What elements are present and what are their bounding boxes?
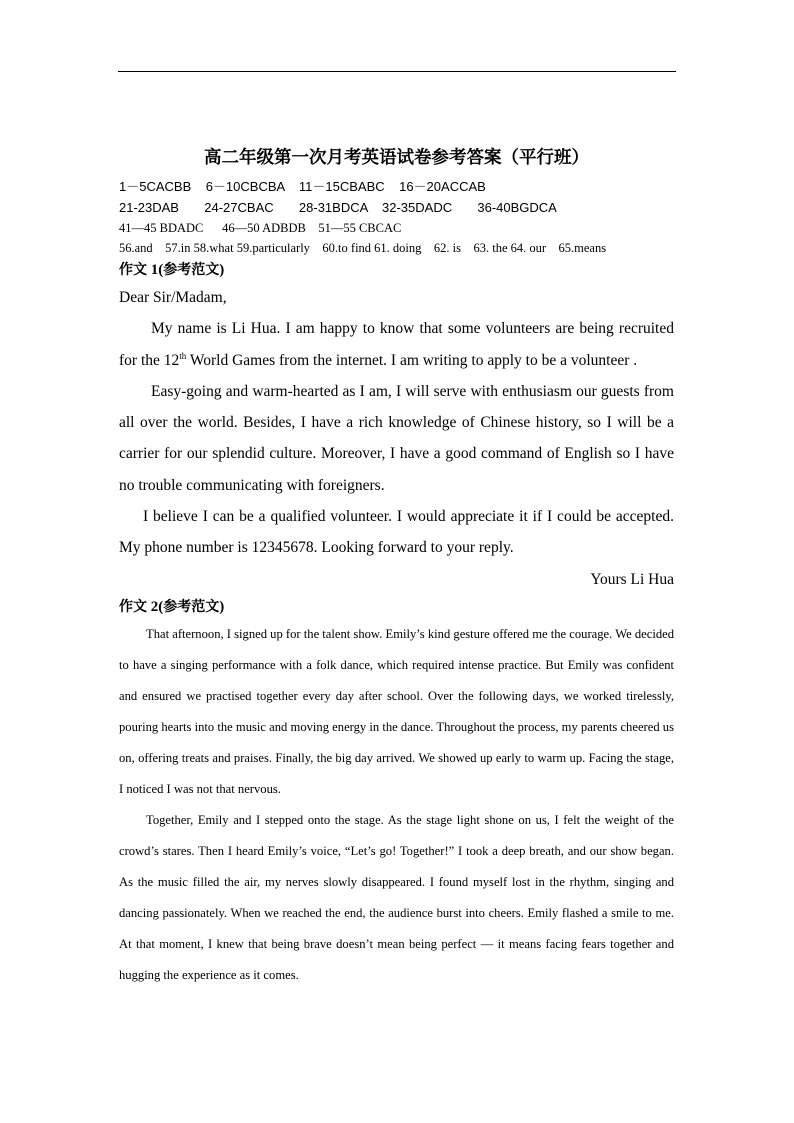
essay-1-p1-text: My name is Li Hua. I am happy to know that some volunteers are being recruited for the 12 [119,320,674,369]
essay-1-p1-text-end: World Games from the internet. I am writing to apply to be a volunteer . [186,351,638,369]
essay-1-paragraph-2: Easy-going and warm-hearted as I am, I will serve with enthusiasm our guests from all over the world. Besides, I have a rich knowledge of Chinese history, so I will be a carrier for our splendid culture. Moreover, I have a good command of English so I have no trouble communicating with foreigners. [119,382,674,494]
page-title: 高二年级第一次月考英语试卷参考答案（平行班） [204,148,589,168]
essay-1-heading [119,258,674,282]
essay-2-heading-tail: 参考范文 [163,598,220,615]
answer-line-1: 1－5CACBB 6－10CBCBA 11－15CBABC 16－20ACCAB [119,179,486,194]
answer-line-4: 56.and 57.in 58.what 59.particularly 60.to find 61. doing 62. is 63. the 64. our 65.means [119,241,607,255]
essay-2-paragraph-1: That afternoon, I signed up for the talent show. Emily’s kind gesture offered me the courage. We decided to have a singing performance with a folk dance, which required intense practice. But Emily was confident and ensured we practised together every day after school. Over the following days, we worked tirelessly, pouring hearts into the music and moving energy in the dance. Throughout the process, my parents cheered us on, offering treats and praises. Finally, the big day arrived. We showed up early to warm up. Facing the stage, I noticed I was not that nervous. [119,626,674,796]
essay-1-paragraph-1 [119,313,674,376]
answer-line-2: 21-23DAB 24-27CBAC 28-31BDCA 32-35DADC 36-40BGDCA [119,200,557,215]
essay-2-paragraph-2: Together, Emily and I stepped onto the stage. As the stage light shone on us, I felt the weight of the crowd’s stares. Then I heard Emily’s voice, “Let’s go! Together!” I took a deep breath, and our show began. As the music filled the air, my nerves slowly disappeared. I found myself lost in the rhythm, singing and dancing passionately. When we reached the end, the audience burst into cheers. Emily flashed a smile to me. At that moment, I knew that being brave doesn’t mean being perfect — it means facing fears together and hugging the experience as it comes. [119,812,674,982]
essay-2-heading-cn: 作文 [119,598,147,615]
essay-1-closing: Yours Li Hua [590,570,674,588]
essay-2-heading-close: ) [219,598,225,615]
essay-1-p1-superscript: th [179,350,187,361]
essay-1-heading-cn: 作文 [119,262,147,278]
document-body [119,140,674,991]
essay-1-salutation: Dear Sir/Madam, [119,289,227,306]
essay-2 [119,595,674,991]
essay-1-heading-close: ) [219,262,225,278]
essay-1-heading-num: 1( [147,262,164,278]
essay-1-heading-tail: 参考范文 [163,262,220,278]
essay-2-heading-num: 2( [147,598,164,615]
essay-1-paragraph-3: I believe I can be a qualified volunteer. I would appreciate it if I could be accepted. My phone number is 12345678. Looking forward to your reply. [119,508,674,557]
header-rule [118,71,676,72]
answer-line-3: 41—45 BDADC 46—50 ADBDB 51—55 CBCAC [119,221,402,235]
essay-2-heading [119,595,674,619]
essay-1 [119,258,674,595]
answer-key [119,176,674,258]
